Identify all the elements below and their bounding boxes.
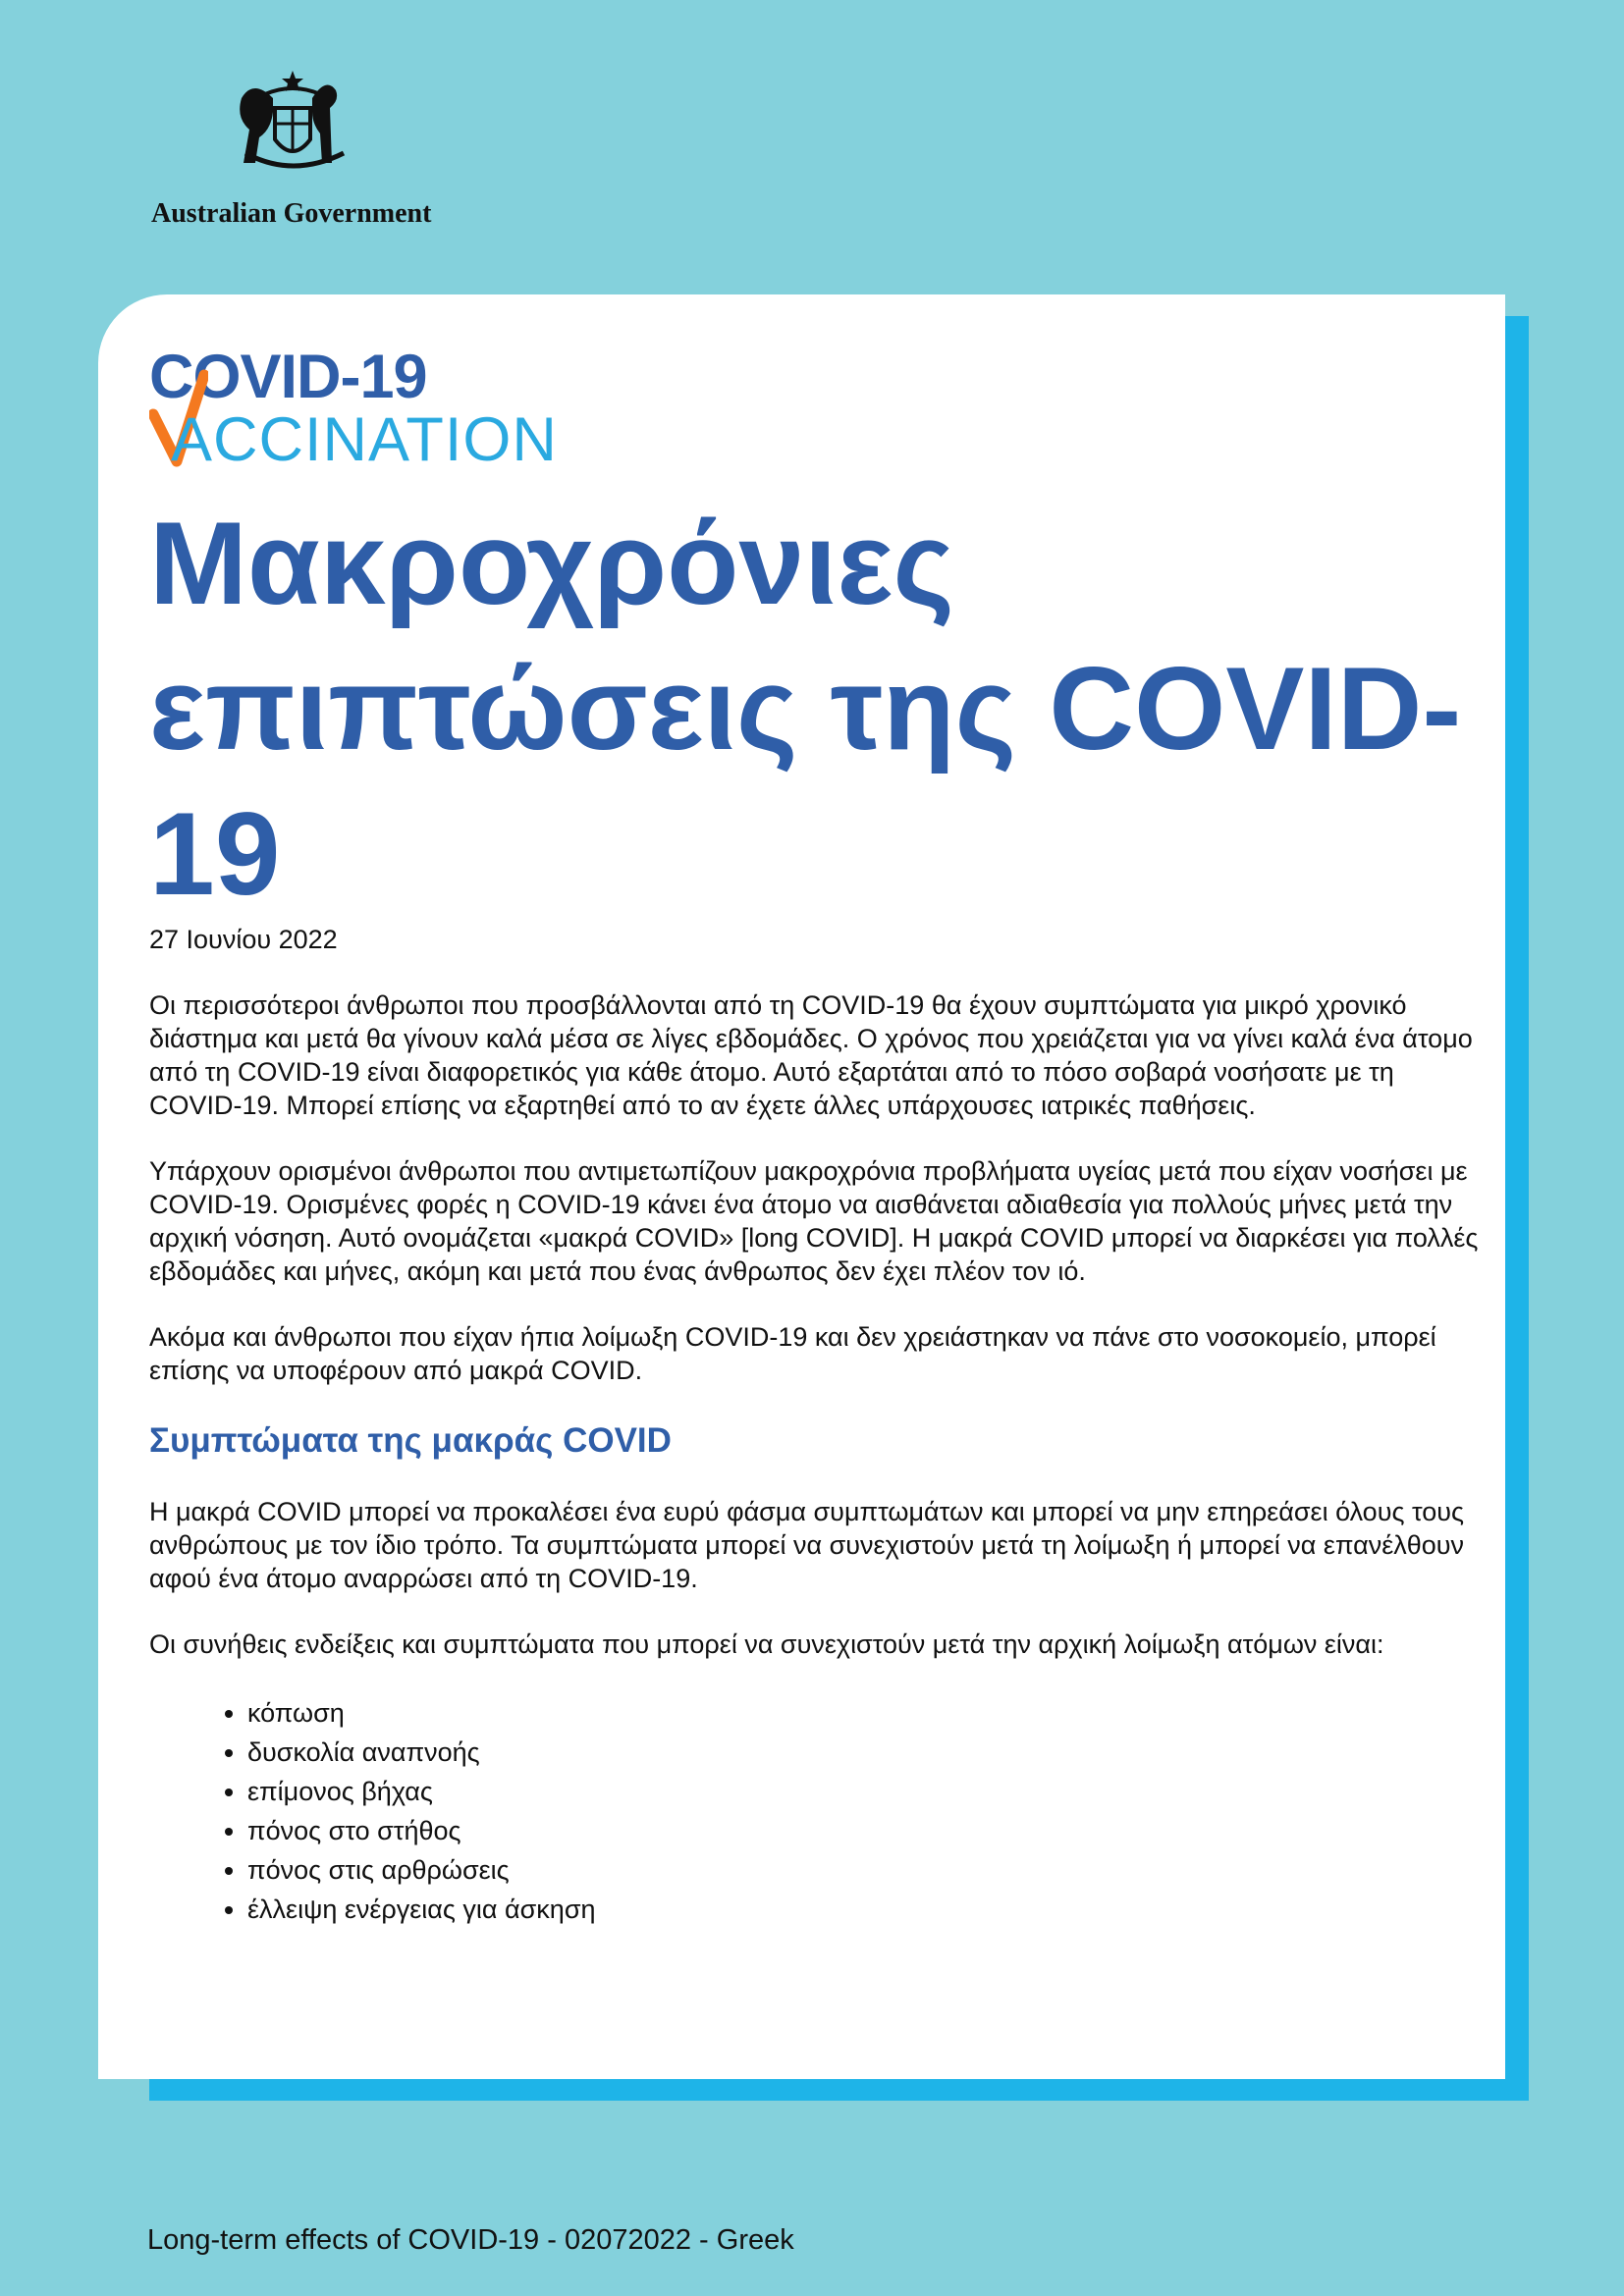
covid-vaccination-logo bbox=[149, 342, 601, 474]
government-logo bbox=[147, 69, 461, 236]
document-body bbox=[149, 923, 1485, 1929]
footer: Long-term effects of COVID-19 - 02072022 - Greek bbox=[147, 2224, 794, 2256]
section-heading: Συμπτώματα της μακράς COVID bbox=[149, 1421, 672, 1460]
paragraph: Ακόμα και άνθρωποι που είχαν ήπια λοίμωξη COVID-19 και δεν χρειάστηκαν να πάνε στο νοσοκομείο, μπορεί επίσης να υποφέρουν από μακρά COVID. bbox=[149, 1322, 1436, 1385]
list-item: • επίμονος βήχας bbox=[247, 1772, 1485, 1811]
list-item: • έλλειψη ενέργειας για άσκηση bbox=[247, 1890, 1485, 1929]
brand-line-covid: COVID-19 bbox=[149, 343, 427, 411]
symptom-list bbox=[149, 1693, 1485, 1929]
list-item: • πόνος στο στήθος bbox=[247, 1811, 1485, 1850]
coat-of-arms-icon bbox=[216, 69, 373, 187]
government-name: Australian Government bbox=[151, 198, 432, 229]
paragraph: Οι περισσότεροι άνθρωποι που προσβάλλονται από τη COVID-19 θα έχουν συμπτώματα για μικρό χρονικό διάστημα και μετά θα γίνουν καλά μέσα σε λίγες εβδομάδες. Ο χρόνος που χρειάζεται για να γίνει καλά ένα άτομο από τη COVID-19 είναι διαφορετικός για κάθε άτομο. Αυτό εξαρτάται από το πόσο σοβαρά νοσήσατε με τη COVID-19. Μπορεί επίσης να εξαρτηθεί από το αν έχετε άλλες υπάρχουσες ιατρικές παθήσεις. bbox=[149, 990, 1473, 1120]
page-title: Μακροχρόνιες επιπτώσεις της COVID-19 bbox=[149, 498, 1462, 920]
date: 27 Ιουνίου 2022 bbox=[149, 925, 338, 954]
paragraph: Η μακρά COVID μπορεί να προκαλέσει ένα ευρύ φάσμα συμπτωμάτων και μπορεί να μην επηρεάσει όλους τους ανθρώπους με τον ίδιο τρόπο. Τα συμπτώματα μπορεί να συνεχιστούν μετά τη λοίμωξη ή μπορεί να επανέλθουν αφού ένα άτομο αναρρώσει από τη COVID-19. bbox=[149, 1497, 1465, 1593]
list-item: • κόπωση bbox=[247, 1693, 1485, 1733]
content-card bbox=[98, 294, 1505, 2079]
paragraph: Υπάρχουν ορισμένοι άνθρωποι που αντιμετωπίζουν μακροχρόνια προβλήματα υγείας μετά που είχαν νοσήσει με COVID-19. Ορισμένες φορές η COVID-19 κάνει ένα άτομο να αισθάνεται αδιαθεσία για πολλούς μήνες μετά την αρχική νόσηση. Αυτό ονομάζεται «μακρά COVID» [long COVID]. Η μακρά COVID μπορεί να διαρκέσει για πολλές εβδομάδες και μήνες, ακόμη και μετά που ένας άνθρωπος δεν έχει πλέον τον ιό. bbox=[149, 1156, 1479, 1286]
list-item: • πόνος στις αρθρώσεις bbox=[247, 1850, 1485, 1890]
paragraph: Οι συνήθεις ενδείξεις και συμπτώματα που μπορεί να συνεχιστούν μετά την αρχική λοίμωξη ατόμων είναι: bbox=[149, 1629, 1384, 1659]
list-item: • δυσκολία αναπνοής bbox=[247, 1733, 1485, 1772]
brand-line-vaccination: ACCINATION bbox=[171, 405, 558, 474]
